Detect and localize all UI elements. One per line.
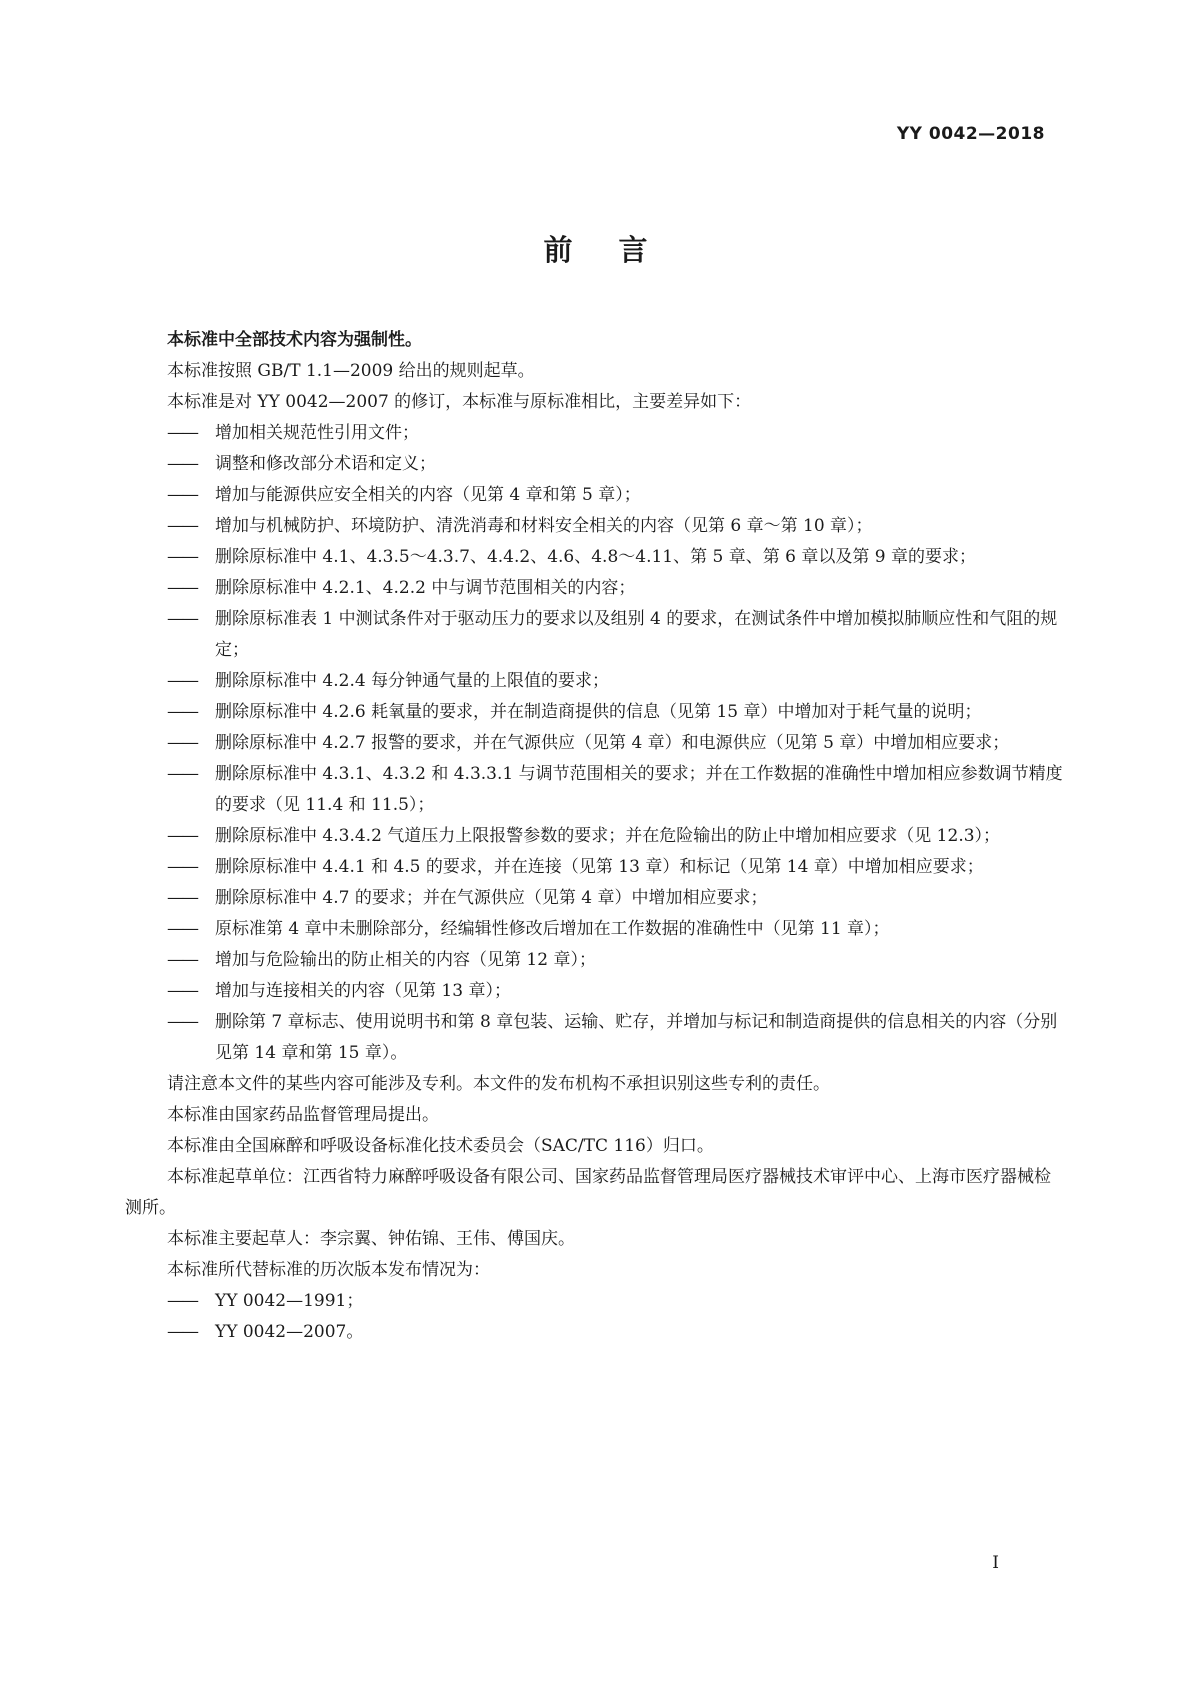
drafting-rule-statement: 本标准按照 GB/T 1.1—2009 给出的规则起草。 [167, 361, 535, 381]
dash-marker: —— [167, 578, 197, 598]
drafting-units: 本标准起草单位：江西省特力麻醉呼吸设备有限公司、国家药品监督管理局医疗器械技术审评中心、上海市医疗器械检测所。 [125, 1167, 1051, 1218]
standard-code: YY 0042—2018 [896, 124, 1045, 144]
dash-marker: —— [167, 423, 197, 443]
dash-marker: —— [167, 702, 197, 722]
dash-marker: —— [167, 733, 197, 753]
list-item: —— 增加与机械防护、环境防护、清洗消毒和材料安全相关的内容（见第 6 章～第 10 章）； [125, 511, 1063, 542]
changes-list [125, 418, 1063, 1069]
list-item: —— 删除原标准中 4.2.7 报警的要求，并在气源供应（见第 4 章）和电源供应（见第 5 章）中增加相应要求； [125, 728, 1063, 759]
dash-marker: —— [167, 888, 197, 908]
list-item: —— 删除原标准表 1 中测试条件对于驱动压力的要求以及组别 4 的要求，在测试条件中增加模拟肺顺应性和气阻的规定； [125, 604, 1063, 666]
list-item: —— 删除原标准中 4.4.1 和 4.5 的要求，并在连接（见第 13 章）和标记（见第 14 章）中增加相应要求； [125, 852, 1063, 883]
dash-marker: —— [167, 547, 197, 567]
version-history-intro: 本标准所代替标准的历次版本发布情况为： [167, 1260, 490, 1280]
page-title: 前言 [543, 233, 694, 267]
list-item: —— 增加与危险输出的防止相关的内容（见第 12 章）； [125, 945, 1063, 976]
revision-statement: 本标准是对 YY 0042—2007 的修订，本标准与原标准相比，主要差异如下： [167, 392, 752, 412]
committee-statement: 本标准由全国麻醉和呼吸设备标准化技术委员会（SAC/TC 116）归口。 [167, 1136, 714, 1156]
list-item: —— 原标准第 4 章中未删除部分，经编辑性修改后增加在工作数据的准确性中（见第 11 章）； [125, 914, 1063, 945]
list-item: —— 删除原标准中 4.2.6 耗氧量的要求，并在制造商提供的信息（见第 15 章）中增加对于耗气量的说明； [125, 697, 1063, 728]
list-item: —— 删除第 7 章标志、使用说明书和第 8 章包装、运输、贮存，并增加与标记和制造商提供的信息相关的内容（分别见第 14 章和第 15 章）。 [125, 1007, 1063, 1069]
list-item: —— 删除原标准中 4.1、4.3.5～4.3.7、4.4.2、4.6、4.8～4.11、第 5 章、第 6 章以及第 9 章的要求； [125, 542, 1063, 573]
list-item: —— YY 0042—2007。 [125, 1317, 1063, 1348]
list-item: —— 删除原标准中 4.3.1、4.3.2 和 4.3.3.1 与调节范围相关的要求；并在工作数据的准确性中增加相应参数调节精度的要求（见 11.4 和 11.5）； [125, 759, 1063, 821]
dash-marker: —— [167, 485, 197, 505]
proposer-statement: 本标准由国家药品监督管理局提出。 [167, 1105, 439, 1125]
dash-marker: —— [167, 671, 197, 691]
list-item: —— 删除原标准中 4.7 的要求；并在气源供应（见第 4 章）中增加相应要求； [125, 883, 1063, 914]
dash-marker: —— [167, 857, 197, 877]
dash-marker: —— [167, 609, 197, 629]
list-item: —— 增加与连接相关的内容（见第 13 章）； [125, 976, 1063, 1007]
dash-marker: —— [167, 981, 197, 1001]
dash-marker: —— [167, 826, 197, 846]
mandatory-statement: 本标准中全部技术内容为强制性。 [167, 330, 422, 350]
list-item: —— 删除原标准中 4.2.4 每分钟通气量的上限值的要求； [125, 666, 1063, 697]
dash-marker: —— [167, 919, 197, 939]
dash-marker: —— [167, 516, 197, 536]
dash-marker: —— [167, 950, 197, 970]
foreword-body [125, 325, 1063, 1348]
list-item: —— 删除原标准中 4.3.4.2 气道压力上限报警参数的要求；并在危险输出的防止中增加相应要求（见 12.3）； [125, 821, 1063, 852]
drafters: 本标准主要起草人：李宗翼、钟佑锦、王伟、傅国庆。 [167, 1229, 575, 1249]
dash-marker: —— [167, 454, 197, 474]
page-number: I [992, 1553, 999, 1573]
list-item: —— 调整和修改部分术语和定义； [125, 449, 1063, 480]
list-item: —— 增加与能源供应安全相关的内容（见第 4 章和第 5 章）； [125, 480, 1063, 511]
dash-marker: —— [167, 764, 197, 784]
dash-marker: —— [167, 1012, 197, 1032]
patent-notice: 请注意本文件的某些内容可能涉及专利。本文件的发布机构不承担识别这些专利的责任。 [167, 1074, 830, 1094]
list-item: —— YY 0042—1991； [125, 1286, 1063, 1317]
dash-marker: —— [167, 1291, 197, 1311]
list-item: —— 删除原标准中 4.2.1、4.2.2 中与调节范围相关的内容； [125, 573, 1063, 604]
dash-marker: —— [167, 1322, 197, 1342]
version-history-list [125, 1286, 1063, 1348]
list-item: —— 增加相关规范性引用文件； [125, 418, 1063, 449]
